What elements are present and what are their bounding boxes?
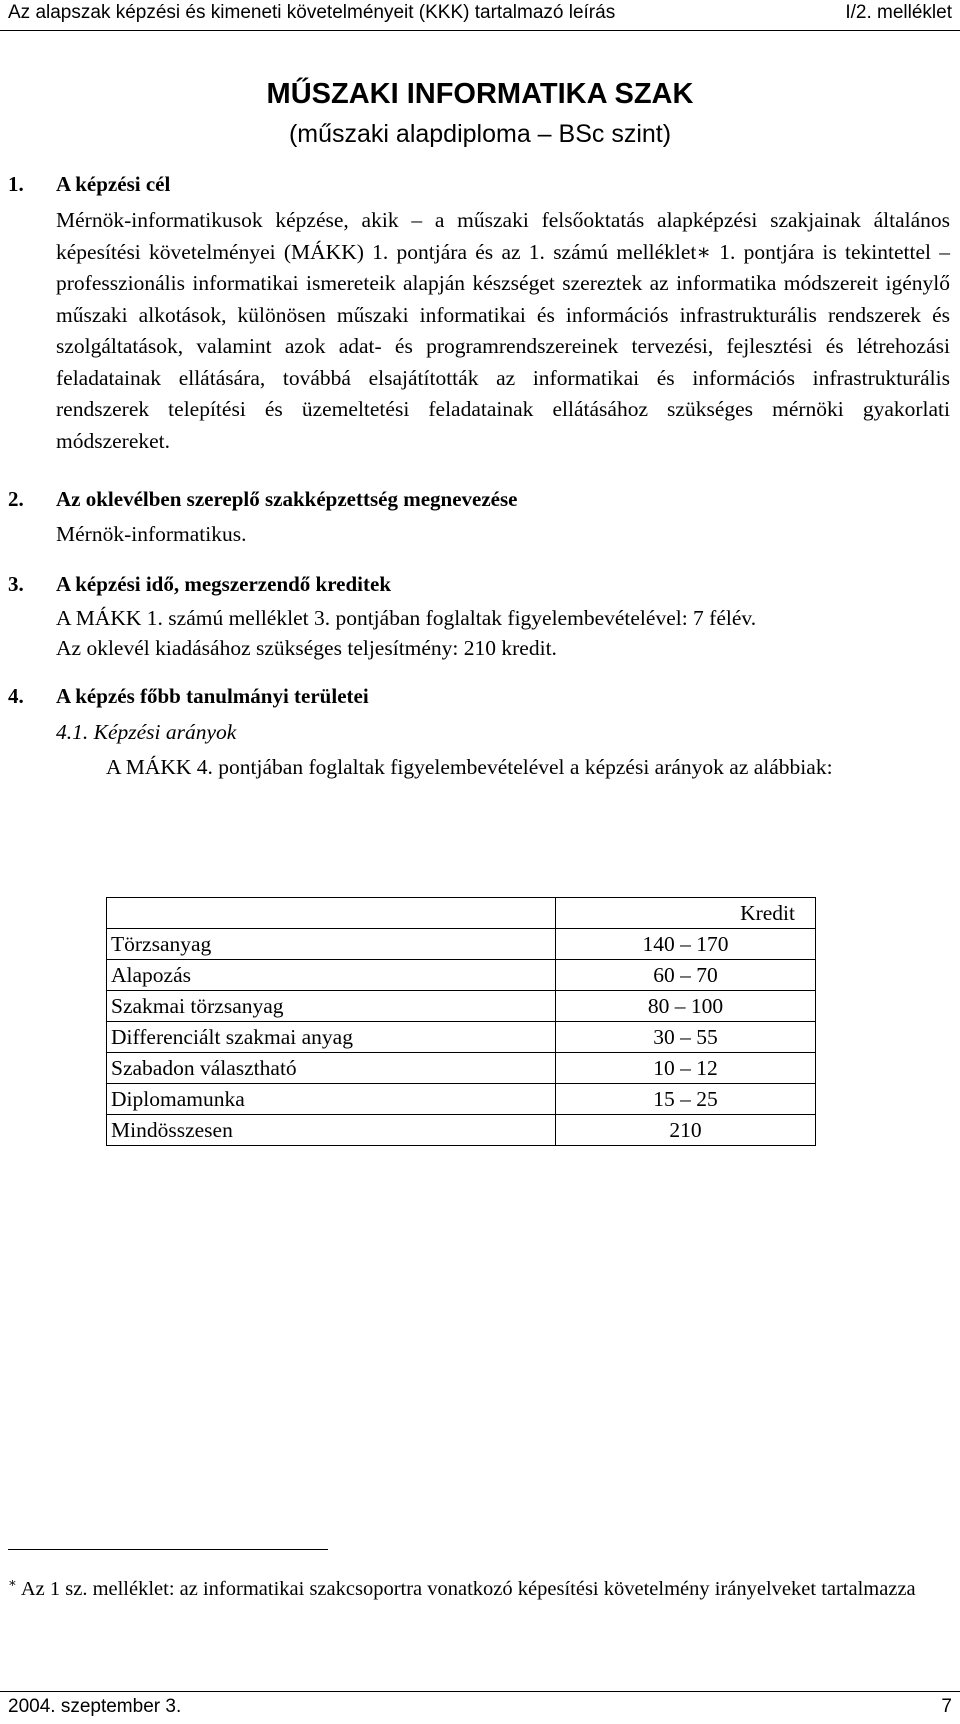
paragraph-text: Mérnök-informatikusok képzése, akik – a műszaki felsőoktatás alapképzési szakjainak általános képesítési követelményei (MÁKK) 1. pontjára és az 1. számú melléklet <box>56 208 950 264</box>
footer-date: 2004. szeptember 3. <box>8 1696 182 1717</box>
table-row-label: Differenciált szakmai anyag <box>107 1022 556 1053</box>
table-row-value: 30 – 55 <box>556 1022 816 1053</box>
section-number: 3. <box>8 572 24 596</box>
table-row-label: Alapozás <box>107 960 556 991</box>
page-number: 7 <box>941 1696 952 1717</box>
table-row <box>107 1084 816 1115</box>
page-subtitle: (műszaki alapdiploma – BSc szint) <box>288 120 672 148</box>
footnote-mark: ∗ <box>8 1575 17 1590</box>
footnote-text: Az 1 sz. melléklet: az informatikai szakcsoportra vonatkozó képesítési követelmény irányelveket tartalmazza <box>16 1577 916 1600</box>
footnote-divider <box>8 1549 328 1550</box>
section-title: A képzési idő, megszerzendő kreditek <box>56 572 391 596</box>
section-number: 2. <box>8 487 24 511</box>
section-3-line-1: A MÁKK 1. számú melléklet 3. pontjában foglaltak figyelembevételével: 7 félév. <box>56 606 757 630</box>
table-row-label: Törzsanyag <box>107 929 556 960</box>
section-heading-3 <box>8 572 391 597</box>
section-number: 4. <box>8 684 24 708</box>
table-column-header: Kredit <box>556 898 816 929</box>
section-number: 1. <box>8 172 24 196</box>
page-footer <box>0 1691 960 1724</box>
subsection-title: 4.1. Képzési arányok <box>56 720 237 744</box>
section-3-line-2: Az oklevél kiadásához szükséges teljesítmény: 210 kredit. <box>56 636 557 660</box>
footnote <box>8 1568 948 1604</box>
table-row-value: 15 – 25 <box>556 1084 816 1115</box>
page-title: MŰSZAKI INFORMATIKA SZAK <box>266 78 694 110</box>
table-cell <box>107 898 556 929</box>
table-row <box>107 1115 816 1146</box>
table-row-label: Mindösszesen <box>107 1115 556 1146</box>
section-4-intro: A MÁKK 4. pontjában foglaltak figyelembevételével a képzési arányok az alábbiak: <box>106 755 833 779</box>
credit-table <box>106 897 816 1146</box>
page-header <box>0 0 960 31</box>
table-row <box>107 960 816 991</box>
section-heading-1 <box>8 172 170 197</box>
table-header-row <box>107 898 816 929</box>
section-title: A képzési cél <box>56 172 171 196</box>
section-heading-4 <box>8 684 369 709</box>
table-row-value: 10 – 12 <box>556 1053 816 1084</box>
section-title: A képzés főbb tanulmányi területei <box>56 684 369 708</box>
section-1-paragraph <box>56 205 950 457</box>
table-row <box>107 991 816 1022</box>
section-2-text: Mérnök-informatikus. <box>56 522 247 546</box>
table-row <box>107 1022 816 1053</box>
table-row-value: 140 – 170 <box>556 929 816 960</box>
table-row-value: 210 <box>556 1115 816 1146</box>
table-row <box>107 1053 816 1084</box>
table-row-value: 60 – 70 <box>556 960 816 991</box>
table-row-label: Diplomamunka <box>107 1084 556 1115</box>
footnote-reference: ∗ <box>696 239 712 264</box>
section-heading-2 <box>8 487 518 512</box>
table-row-label: Szabadon választható <box>107 1053 556 1084</box>
section-title: Az oklevélben szereplő szakképzettség megnevezése <box>56 487 518 511</box>
table-row <box>107 929 816 960</box>
table-row-label: Szakmai törzsanyag <box>107 991 556 1022</box>
header-annex-label: I/2. melléklet <box>845 2 952 23</box>
paragraph-text: 1. pontjára is tekintettel – professzionális informatikai ismereteik alapján készséget szereztek az informatika módszereit igénylő műszaki alkotások, különösen műszaki informatikai és információs infrastrukturális rendszerek és szolgáltatások, valamint azok adat- és programrendszereinek tervezési, fejlesztési és létrehozási feladatainak ellátására, továbbá elsajátították az informatikai és információs infrastrukturális rendszerek telepítési és üzemeltetési feladatainak ellátásához szükséges mérnöki gyakorlati módszereket. <box>56 239 950 453</box>
header-document-title: Az alapszak képzési és kimeneti követelményeit (KKK) tartalmazó leírás <box>8 2 616 23</box>
table-row-value: 80 – 100 <box>556 991 816 1022</box>
